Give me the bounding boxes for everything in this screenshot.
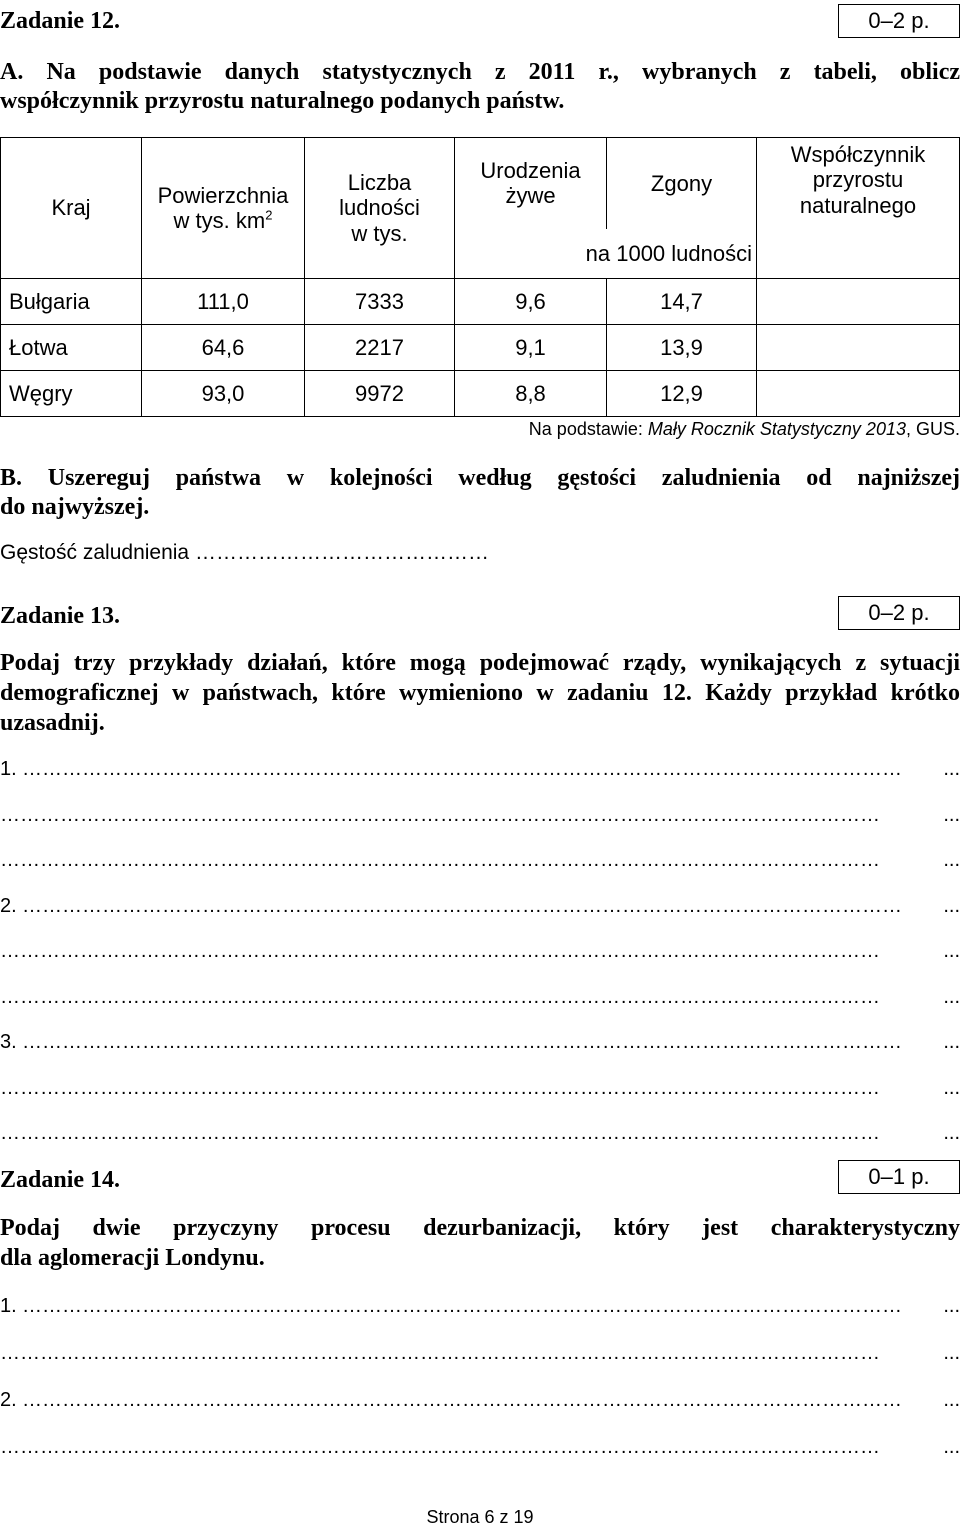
cell-rate-answer[interactable] xyxy=(757,279,960,325)
answer-line[interactable] xyxy=(0,1341,960,1365)
density-answer-line[interactable] xyxy=(0,540,489,566)
answer-dots[interactable]: …………………………………………………………………………………………………………………… xyxy=(22,1389,902,1411)
answer-end: ... xyxy=(943,1122,960,1144)
density-label: Gęstość zaludnienia xyxy=(0,541,190,564)
answer-dots[interactable]: …………………………………………………………………………………………………………………… xyxy=(0,1342,880,1364)
header-population: Liczba ludności w tys. xyxy=(305,138,455,279)
cell-births: 9,6 xyxy=(455,279,607,325)
cell-rate-answer[interactable] xyxy=(757,371,960,417)
answer-line[interactable] xyxy=(0,803,960,827)
answer-dots[interactable]: …………………………………………………………………………………………………………………… xyxy=(0,985,880,1008)
page-footer: Strona 6 z 19 xyxy=(426,1507,534,1527)
task13-title: Zadanie 13. xyxy=(0,603,121,629)
task13-line3: uzasadnij. xyxy=(0,710,105,736)
task12-partB-line1: B. Uszereguj państwa w kolejności według gęstości zaludnienia od najniższej xyxy=(0,465,960,491)
answer-dots[interactable]: …………………………………………………………………………………………………………………… xyxy=(0,1122,880,1144)
table-source: Na podstawie: Mały Rocznik Statystyczny 2013, GUS. xyxy=(528,419,960,439)
task13-line1: Podaj trzy przykłady działań, które mogą podejmować rządy, wynikających z sytuacji xyxy=(0,650,960,676)
task12-points: 0–2 p. xyxy=(838,4,960,38)
header-area: Powierzchnia w tys. $km^2$ xyxy=(142,138,305,279)
cell-deaths: 13,9 xyxy=(607,325,757,371)
task13-line2: demograficznej w państwach, które wymieniono w zadaniu 12. Każdy przykład krótko xyxy=(0,680,960,706)
cell-births: 9,1 xyxy=(455,325,607,371)
header-per1000: na 1000 ludności xyxy=(455,229,757,279)
task14-points: 0–1 p. xyxy=(838,1160,960,1194)
answer-end: ... xyxy=(943,1295,960,1317)
answer-line[interactable] xyxy=(0,1388,960,1412)
answer-line[interactable] xyxy=(0,985,960,1009)
task14-line1: Podaj dwie przyczyny procesu dezurbanizacji, który jest charakterystyczny xyxy=(0,1215,960,1241)
task13-points: 0–2 p. xyxy=(838,596,960,630)
answer-dots[interactable]: …………………………………………………………………………………………………………………… xyxy=(0,940,880,962)
density-dots[interactable]: …………………………………… xyxy=(194,541,489,564)
cell-country: Węgry xyxy=(1,371,142,417)
cell-deaths: 12,9 xyxy=(607,371,757,417)
answer-end: ... xyxy=(943,894,960,917)
answer-line[interactable] xyxy=(0,1121,960,1145)
answer-line[interactable] xyxy=(0,1435,960,1459)
cell-deaths: 14,7 xyxy=(607,279,757,325)
answer-line[interactable] xyxy=(0,1294,960,1318)
answer-dots[interactable]: …………………………………………………………………………………………………………………… xyxy=(22,1295,902,1317)
answer-end: ... xyxy=(943,940,960,962)
answer-dots[interactable]: …………………………………………………………………………………………………………………… xyxy=(0,1076,880,1099)
statistics-table xyxy=(0,137,960,417)
task14-line2: dla aglomeracji Londynu. xyxy=(0,1245,265,1271)
answer-line[interactable] xyxy=(0,939,960,963)
cell-country: Bułgaria xyxy=(1,279,142,325)
answer-end: ... xyxy=(943,1389,960,1411)
answer-end: ... xyxy=(943,1342,960,1364)
cell-country: Łotwa xyxy=(1,325,142,371)
answer-dots[interactable]: …………………………………………………………………………………………………………………… xyxy=(22,894,902,917)
answer-number: 1. xyxy=(0,1295,17,1317)
table-row xyxy=(1,279,960,325)
header-deaths: Zgony xyxy=(607,138,757,229)
answer-end: ... xyxy=(943,1436,960,1458)
cell-population: 9972 xyxy=(305,371,455,417)
answer-dots[interactable]: …………………………………………………………………………………………………………………… xyxy=(22,1031,902,1053)
cell-births: 8,8 xyxy=(455,371,607,417)
answer-end: ... xyxy=(943,758,960,780)
cell-rate-answer[interactable] xyxy=(757,325,960,371)
task12-title: Zadanie 12. xyxy=(0,8,121,34)
answer-number: 2. xyxy=(0,894,17,917)
answer-dots[interactable]: …………………………………………………………………………………………………………………… xyxy=(22,758,902,780)
cell-area: 111,0 xyxy=(142,279,305,325)
answer-line[interactable] xyxy=(0,757,960,781)
header-country: Kraj xyxy=(1,138,142,279)
answer-end: ... xyxy=(943,1031,960,1053)
task14-title: Zadanie 14. xyxy=(0,1167,121,1193)
answer-dots[interactable]: …………………………………………………………………………………………………………………… xyxy=(0,849,880,871)
answer-end: ... xyxy=(943,985,960,1008)
answer-dots[interactable]: …………………………………………………………………………………………………………………… xyxy=(0,803,880,826)
answer-number: 2. xyxy=(0,1389,17,1411)
task12-partA-line2: współczynnik przyrostu naturalnego podanych państw. xyxy=(0,88,565,114)
answer-end: ... xyxy=(943,849,960,871)
table-row xyxy=(1,325,960,371)
header-births: Urodzenia żywe xyxy=(455,138,607,229)
cell-area: 64,6 xyxy=(142,325,305,371)
task12-partB-line2: do najwyższej. xyxy=(0,494,150,520)
answer-dots[interactable]: …………………………………………………………………………………………………………………… xyxy=(0,1436,880,1458)
cell-population: 2217 xyxy=(305,325,455,371)
table-row xyxy=(1,371,960,417)
answer-line[interactable] xyxy=(0,848,960,872)
answer-number: 3. xyxy=(0,1031,17,1053)
answer-end: ... xyxy=(943,803,960,826)
answer-line[interactable] xyxy=(0,1030,960,1054)
cell-population: 7333 xyxy=(305,279,455,325)
answer-number: 1. xyxy=(0,758,17,780)
header-rate: Współczynnik przyrostu naturalnego xyxy=(757,138,960,279)
answer-line[interactable] xyxy=(0,894,960,918)
cell-area: 93,0 xyxy=(142,371,305,417)
answer-line[interactable] xyxy=(0,1076,960,1100)
answer-end: ... xyxy=(943,1076,960,1099)
task12-partA-line1: A. Na podstawie danych statystycznych z 2011 r., wybranych z tabeli, oblicz xyxy=(0,59,960,85)
